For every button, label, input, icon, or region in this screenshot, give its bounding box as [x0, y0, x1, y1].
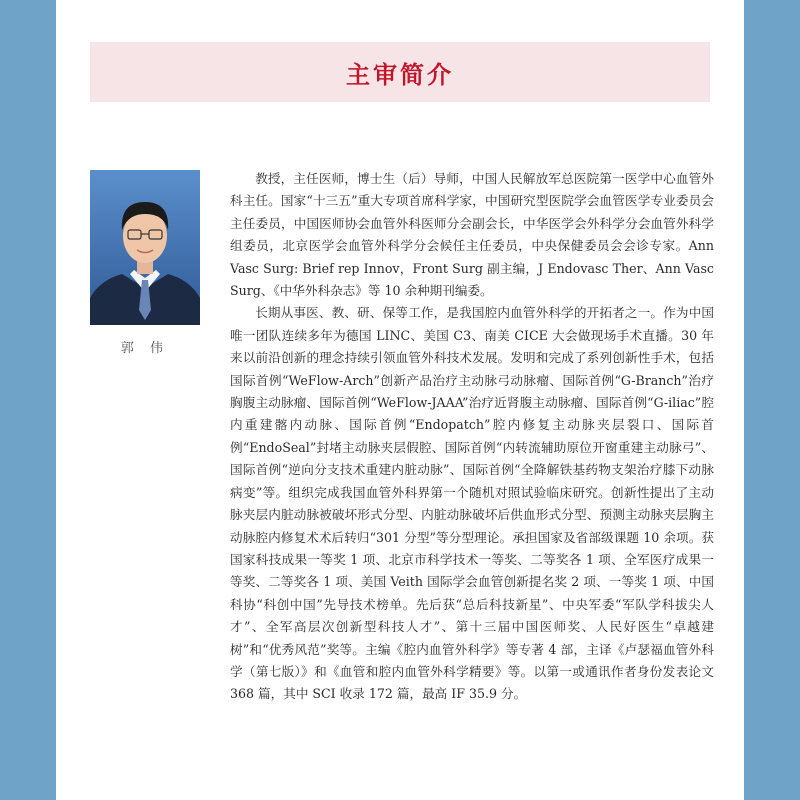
profile-block — [90, 170, 200, 356]
bio-paragraph-1: 教授，主任医师，博士生（后）导师，中国人民解放军总医院第一医学中心血管外科主任。国家“十三五”重大专项首席科学家，中国研究型医院学会血管医学专业委员会主任委员，中国医师协会血管外科医师分会副会长，中华医学会外科学分会血管外科学组委员，北京医学会血管外科学分会候任主任委员，中央保健委员会会诊专家。Ann Vasc Surg: Brief rep Innov，Front Surg 副主编，J Endovasc Ther、Ann Vasc Surg、《中华外科杂志》等 10 余种期刊编委。 — [230, 171, 714, 299]
title-band — [90, 42, 710, 102]
portrait-photo-icon — [90, 170, 200, 325]
page — [56, 0, 744, 800]
bio-text — [230, 168, 714, 706]
bio-paragraph-2: 长期从事医、教、研、保等工作，是我国腔内血管外科学的开拓者之一。作为中国唯一团队连续多年为德国 LINC、美国 C3、南美 CICE 大会做现场手术直播。30 年来以前沿创新的理念持续引领血管外科技术发展。发明和完成了系列创新性手术，包括国际首例“WeFlow-Arch”创新产品治疗主动脉弓动脉瘤、国际首例“G-Branch”治疗胸腹主动脉瘤、国际首例“WeFlow-JAAA”治疗近肾腹主动脉瘤、国际首例“G-iliac”腔内重建髂内动脉、国际首例“Endopatch”腔内修复主动脉夹层裂口、国际首例“EndoSeal”封堵主动脉夹层假腔、国际首例“内转流辅助原位开窗重建主动脉弓”、国际首例“逆向分支技术重建内脏动脉”、国际首例“全降解铁基药物支架治疗膝下动脉病变”等。组织完成我国血管外科界第一个随机对照试验临床研究。创新性提出了主动脉夹层内脏动脉被破坏形式分型、内脏动脉破坏后供血形式分型、预测主动脉夹层胸主动脉腔内修复术术后转归“301 分型”等分型理论。承担国家及省部级课题 10 余项。获国家科技成果一等奖 1 项、北京市科学技术一等奖、二等奖各 1 项、全军医疗成果一等奖、二等奖各 1 项、美国 Veith 国际学会血管创新提名奖 2 项、一等奖 1 项、中国科协“科创中国”先导技术榜单。先后获“总后科技新星”、中央军委“军队学科拔尖人才”、全军高层次创新型科技人才”、第十三届中国医师奖、人民好医生“卓越建树”和“优秀风范”奖等。主编《腔内血管外科学》等专著 4 部，主译《卢瑟福血管外科学（第七版）》和《血管和腔内血管外科学精要》等。以第一或通讯作者身份发表论文 368 篇，其中 SCI 收录 172 篇，最高 IF 35.9 分。 — [230, 305, 714, 702]
profile-name: 郭 伟 — [120, 341, 170, 356]
page-title: 主审简介 — [346, 59, 454, 89]
